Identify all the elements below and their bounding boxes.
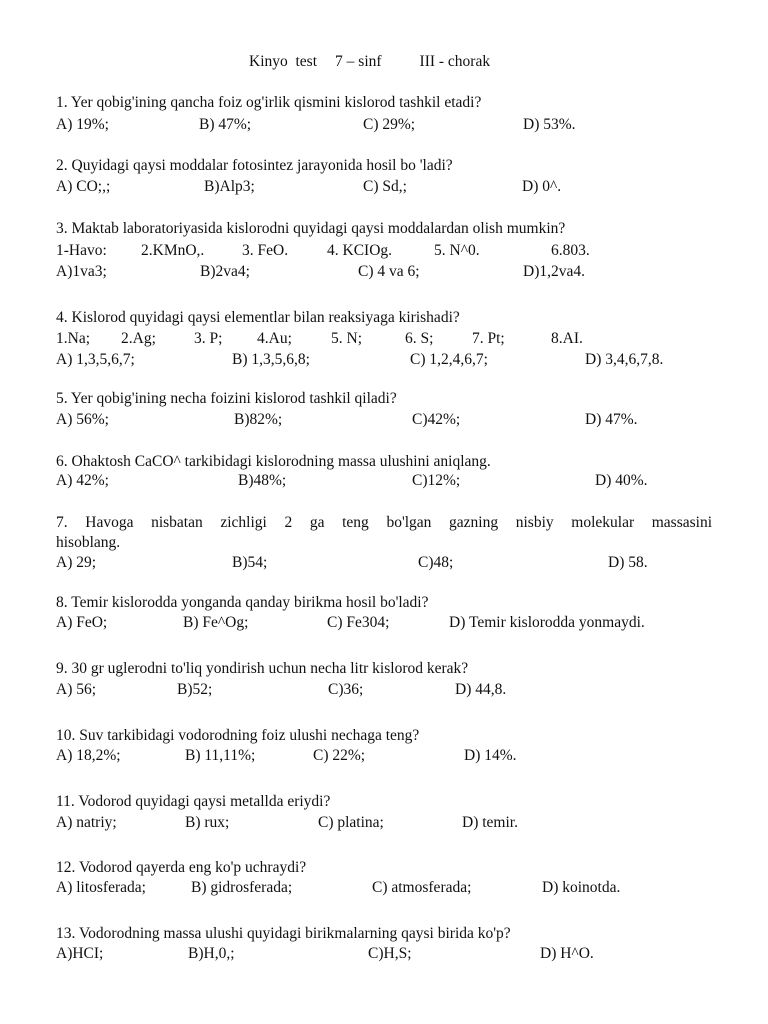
question-2-option-d: D) 0^. xyxy=(522,178,562,195)
question-2-option-a: A) CO;,; xyxy=(56,178,111,195)
title-quarter: III - chorak xyxy=(419,53,491,70)
question-6-text: 6. Ohaktosh CaCO^ tarkibidagi kislorodning massa ulushini aniqlang. xyxy=(56,453,491,470)
question-2-option-b: B)Alp3; xyxy=(204,178,255,195)
question-1-option-c: C) 29%; xyxy=(363,116,416,133)
question-4-item-7: 7. Pt; xyxy=(472,330,505,347)
question-4-item-5: 5. N; xyxy=(331,330,362,347)
question-8-text: 8. Temir kislorodda yonganda qanday birikma hosil bo'ladi? xyxy=(56,594,429,611)
question-5-option-a: A) 56%; xyxy=(56,411,109,428)
question-6-option-d: D) 40%. xyxy=(595,472,648,489)
question-10-option-d: D) 14%. xyxy=(464,747,517,764)
question-4-item-1: 1.Na; xyxy=(56,330,91,347)
question-13-option-b: B)H,0,; xyxy=(188,945,235,962)
question-4-option-a: A) 1,3,5,6,7; xyxy=(56,351,135,368)
question-7-text-line-1: 7. Havoga nisbatan zichligi 2 ga teng bo'lgan gazning nisbiy molekular massasini xyxy=(56,514,713,531)
question-3-item-2: 2.KMnO,. xyxy=(141,242,205,259)
question-10-option-b: B) 11,11%; xyxy=(185,747,256,764)
question-8-option-c: C) Fe304; xyxy=(327,614,390,631)
question-5-text: 5. Yer qobig'ining necha foizini kislorod tashkil qiladi? xyxy=(56,390,397,407)
question-3-item-6: 6.803. xyxy=(551,242,590,259)
question-3-text: 3. Maktab laboratoriyasida kislorodni quyidagi qaysi moddalardan olish mumkin? xyxy=(56,220,566,237)
question-9-option-b: B)52; xyxy=(177,681,213,698)
question-2-text: 2. Quyidagi qaysi moddalar fotosintez jarayonida hosil bo 'ladi? xyxy=(56,157,453,174)
question-1-option-d: D) 53%. xyxy=(523,116,576,133)
page-title xyxy=(249,53,490,71)
question-5-option-b: B)82%; xyxy=(234,411,283,428)
question-11-text: 11. Vodorod quyidagi qaysi metallda eriydi? xyxy=(56,793,331,810)
question-11-option-c: C) platina; xyxy=(318,814,384,831)
question-5-option-d: D) 47%. xyxy=(585,411,638,428)
question-10-option-a: A) 18,2%; xyxy=(56,747,121,764)
question-7-option-a: A) 29; xyxy=(56,554,97,571)
question-7-text-line-2: hisoblang. xyxy=(56,534,121,551)
question-12-option-d: D) koinotda. xyxy=(542,879,621,896)
question-4-item-4: 4.Au; xyxy=(257,330,292,347)
question-1-option-a: A) 19%; xyxy=(56,116,109,133)
question-7-option-c: C)48; xyxy=(418,554,454,571)
question-4-item-8: 8.AI. xyxy=(551,330,583,347)
question-8-option-d: D) Temir kislorodda yonmaydi. xyxy=(449,614,645,631)
question-4-text: 4. Kislorod quyidagi qaysi elementlar bilan reaksiyaga kirishadi? xyxy=(56,309,460,326)
question-8-option-b: B) Fe^Og; xyxy=(183,614,249,631)
question-9-option-d: D) 44,8. xyxy=(455,681,507,698)
title-test-name: Kinyo test xyxy=(249,53,318,70)
question-12-option-c: C) atmosferada; xyxy=(372,879,472,896)
question-11-option-d: D) temir. xyxy=(462,814,518,831)
question-13-option-c: C)H,S; xyxy=(368,945,412,962)
question-6-option-a: A) 42%; xyxy=(56,472,109,489)
question-3-item-4: 4. KCIOg. xyxy=(327,242,393,259)
question-7-option-b: B)54; xyxy=(232,554,268,571)
question-12-option-a: A) litosferada; xyxy=(56,879,146,896)
question-2-option-c: C) Sd,; xyxy=(363,178,407,195)
question-4-item-3: 3. P; xyxy=(194,330,223,347)
question-1-text: 1. Yer qobig'ining qancha foiz og'irlik qismini kislorod tashkil etadi? xyxy=(56,94,482,111)
question-3-option-a: A)1va3; xyxy=(56,263,107,280)
question-9-option-c: C)36; xyxy=(328,681,364,698)
question-3-item-5: 5. N^0. xyxy=(434,242,480,259)
question-4-item-2: 2.Ag; xyxy=(121,330,156,347)
question-9-option-a: A) 56; xyxy=(56,681,97,698)
question-7-option-d: D) 58. xyxy=(608,554,648,571)
question-6-option-c: C)12%; xyxy=(412,472,461,489)
question-11-option-b: B) rux; xyxy=(185,814,230,831)
title-grade: 7 – sinf xyxy=(335,53,382,70)
question-3-item-3: 3. FeO. xyxy=(242,242,289,259)
question-4-option-d: D) 3,4,6,7,8. xyxy=(585,351,664,368)
question-3-option-b: B)2va4; xyxy=(200,263,250,280)
question-4-option-c: C) 1,2,4,6,7; xyxy=(410,351,488,368)
question-1-option-b: B) 47%; xyxy=(199,116,252,133)
question-13-option-a: A)HCI; xyxy=(56,945,104,962)
question-3-option-c: C) 4 va 6; xyxy=(358,263,420,280)
question-13-text: 13. Vodorodning massa ulushi quyidagi birikmalarning qaysi birida ko'p? xyxy=(56,925,511,942)
question-13-option-d: D) H^O. xyxy=(540,945,594,962)
question-6-option-b: B)48%; xyxy=(238,472,287,489)
question-10-option-c: C) 22%; xyxy=(313,747,366,764)
question-4-item-6: 6. S; xyxy=(405,330,434,347)
question-12-option-b: B) gidrosferada; xyxy=(191,879,293,896)
question-5-option-c: C)42%; xyxy=(412,411,461,428)
question-8-option-a: A) FeO; xyxy=(56,614,108,631)
question-12-text: 12. Vodorod qayerda eng ko'p uchraydi? xyxy=(56,859,307,876)
question-10-text: 10. Suv tarkibidagi vodorodning foiz ulushi nechaga teng? xyxy=(56,727,420,744)
question-11-option-a: A) natriy; xyxy=(56,814,117,831)
question-4-option-b: B) 1,3,5,6,8; xyxy=(232,351,310,368)
question-9-text: 9. 30 gr uglerodni to'liq yondirish uchun necha litr kislorod kerak? xyxy=(56,660,469,677)
question-3-item-1: 1-Havo: xyxy=(56,242,107,259)
question-3-option-d: D)1,2va4. xyxy=(523,263,585,280)
